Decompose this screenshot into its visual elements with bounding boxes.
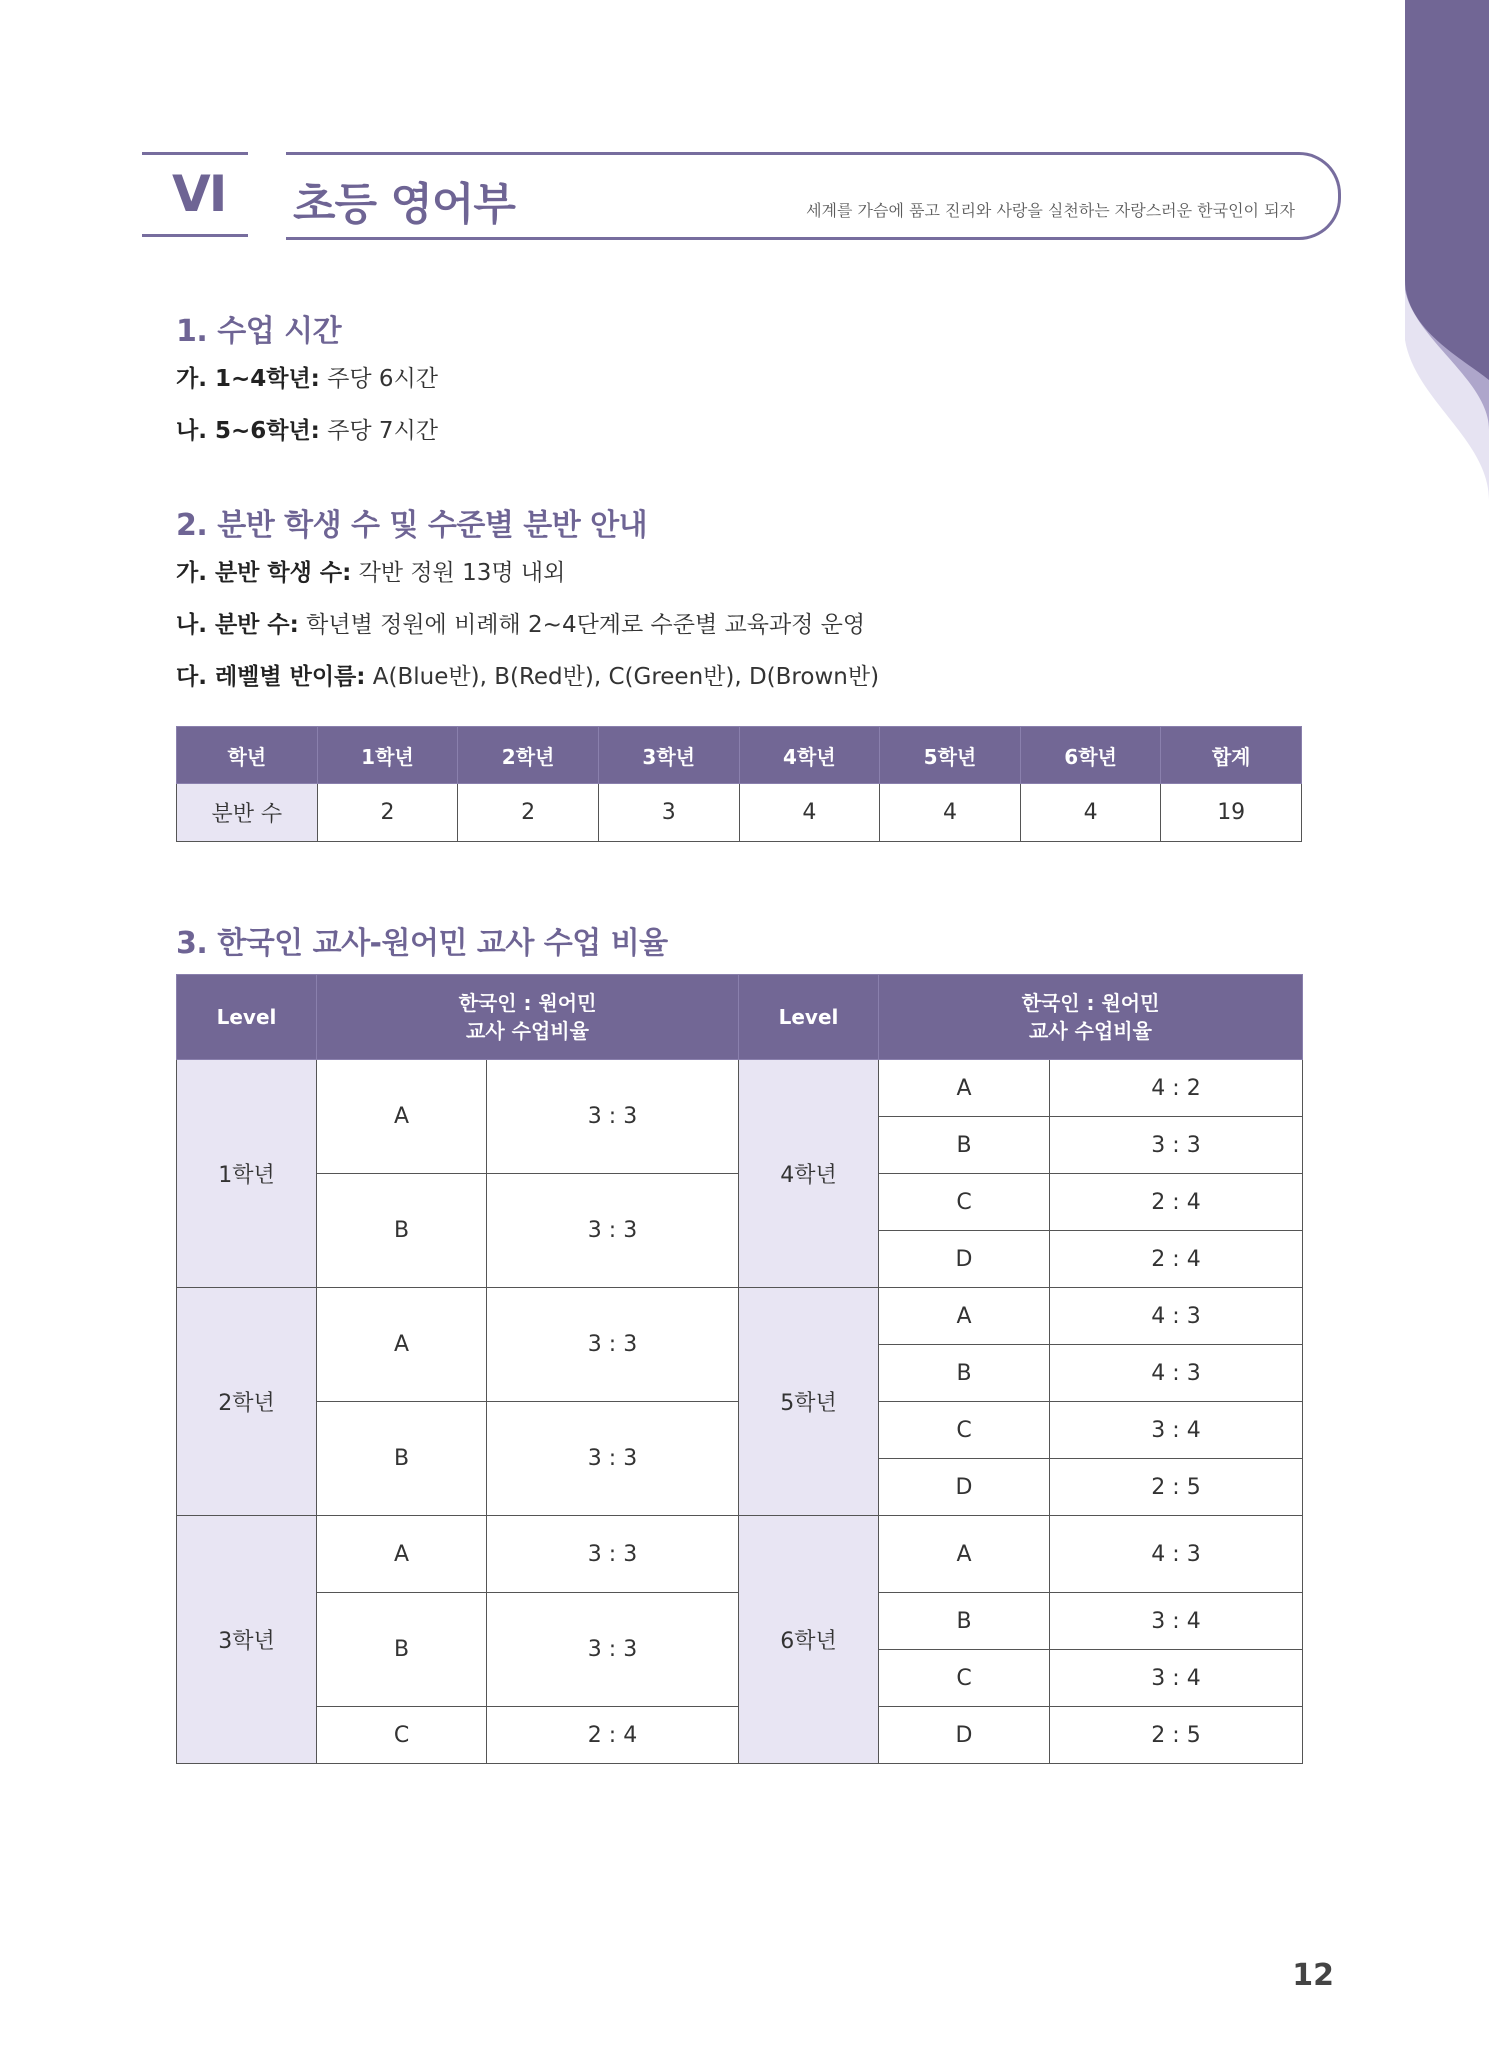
ratio-cell: 2 : 4	[487, 1707, 739, 1764]
table-cell: 3	[598, 784, 739, 842]
table-cell: 4	[739, 784, 880, 842]
table-header-cell: 5학년	[880, 727, 1021, 784]
table-cell: 2	[317, 784, 458, 842]
header-slogan: 세계를 가슴에 품고 진리와 사랑을 실천하는 자랑스러운 한국인이 되자	[806, 201, 1295, 220]
ratio-cell: 4 : 3	[1050, 1288, 1303, 1345]
section-2-item: 다. 레벨별 반이름: A(Blue반), B(Red반), C(Green반), D(Brown반)	[176, 664, 880, 690]
level-cell: C	[879, 1402, 1050, 1459]
level-cell: B	[879, 1593, 1050, 1650]
ratio-cell: 2 : 5	[1050, 1707, 1303, 1764]
level-cell: B	[879, 1117, 1050, 1174]
section-3-title: 3. 한국인 교사-원어민 교사 수업 비율	[176, 926, 668, 961]
ratio-cell: 2 : 4	[1050, 1231, 1303, 1288]
section-2-title: 2. 분반 학생 수 및 수준별 분반 안내	[176, 508, 648, 543]
table-cell: 19	[1161, 784, 1302, 842]
table-header-cell: 4학년	[739, 727, 880, 784]
level-cell: D	[879, 1459, 1050, 1516]
grade-cell: 6학년	[739, 1516, 879, 1764]
level-cell: A	[317, 1516, 487, 1593]
grade-cell: 3학년	[177, 1516, 317, 1764]
section-2-item: 나. 분반 수: 학년별 정원에 비례해 2~4단계로 수준별 교육과정 운영	[176, 612, 866, 638]
header-rule-bottom	[142, 234, 248, 237]
table-header-cell: 학년	[177, 727, 318, 784]
level-cell: B	[317, 1593, 487, 1707]
table-header-cell: 3학년	[598, 727, 739, 784]
ratio-header: 한국인 : 원어민 교사 수업비율	[879, 975, 1303, 1060]
level-header: Level	[177, 975, 317, 1060]
page-title: 초등 영어부	[293, 179, 515, 230]
table-row	[177, 784, 1302, 842]
section-1-item: 가. 1~4학년: 주당 6시간	[176, 366, 439, 392]
level-cell: D	[879, 1707, 1050, 1764]
table-cell: 4	[1020, 784, 1161, 842]
ratio-cell: 3 : 3	[487, 1402, 739, 1516]
table-header-row	[177, 727, 1302, 784]
grade-cell: 2학년	[177, 1288, 317, 1516]
section-1-title: 1. 수업 시간	[176, 314, 342, 349]
table-row	[177, 1516, 1303, 1593]
ratio-cell: 3 : 3	[487, 1060, 739, 1174]
level-header: Level	[739, 975, 879, 1060]
table-header-cell: 1학년	[317, 727, 458, 784]
teacher-ratio-table	[176, 974, 1303, 1764]
level-cell: C	[879, 1174, 1050, 1231]
ratio-cell: 4 : 3	[1050, 1516, 1303, 1593]
ratio-cell: 4 : 3	[1050, 1345, 1303, 1402]
table-cell: 2	[458, 784, 599, 842]
table-header-row	[177, 975, 1303, 1060]
level-cell: C	[879, 1650, 1050, 1707]
level-cell: A	[879, 1516, 1050, 1593]
ratio-cell: 2 : 5	[1050, 1459, 1303, 1516]
ratio-cell: 3 : 3	[487, 1593, 739, 1707]
table-cell: 분반 수	[177, 784, 318, 842]
table-header-cell: 6학년	[1020, 727, 1161, 784]
level-cell: A	[317, 1060, 487, 1174]
level-cell: B	[879, 1345, 1050, 1402]
level-cell: A	[879, 1288, 1050, 1345]
level-cell: D	[879, 1231, 1050, 1288]
section-1-item: 나. 5~6학년: 주당 7시간	[176, 418, 439, 444]
chapter-number: VI	[172, 165, 226, 223]
page-number: 12	[1292, 1958, 1334, 1993]
ratio-cell: 3 : 3	[487, 1288, 739, 1402]
side-decoration	[1405, 0, 1489, 660]
level-cell: A	[317, 1288, 487, 1402]
ratio-cell: 3 : 3	[1050, 1117, 1303, 1174]
table-header-cell: 2학년	[458, 727, 599, 784]
table-header-cell: 합계	[1161, 727, 1302, 784]
section-2-item: 가. 분반 학생 수: 각반 정원 13명 내외	[176, 560, 566, 586]
ratio-cell: 4 : 2	[1050, 1060, 1303, 1117]
grade-cell: 5학년	[739, 1288, 879, 1516]
ratio-cell: 3 : 4	[1050, 1593, 1303, 1650]
ratio-cell: 3 : 4	[1050, 1402, 1303, 1459]
ratio-cell: 2 : 4	[1050, 1174, 1303, 1231]
level-cell: C	[317, 1707, 487, 1764]
table-row	[177, 1060, 1303, 1117]
grade-cell: 4학년	[739, 1060, 879, 1288]
ratio-cell: 3 : 3	[487, 1174, 739, 1288]
level-cell: B	[317, 1174, 487, 1288]
table-row	[177, 1288, 1303, 1345]
header-rule-top	[142, 152, 248, 155]
level-cell: A	[879, 1060, 1050, 1117]
level-cell: B	[317, 1402, 487, 1516]
ratio-header: 한국인 : 원어민 교사 수업비율	[317, 975, 739, 1060]
ratio-cell: 3 : 4	[1050, 1650, 1303, 1707]
ratio-cell: 3 : 3	[487, 1516, 739, 1593]
class-count-table	[176, 726, 1302, 842]
table-cell: 4	[880, 784, 1021, 842]
grade-cell: 1학년	[177, 1060, 317, 1288]
